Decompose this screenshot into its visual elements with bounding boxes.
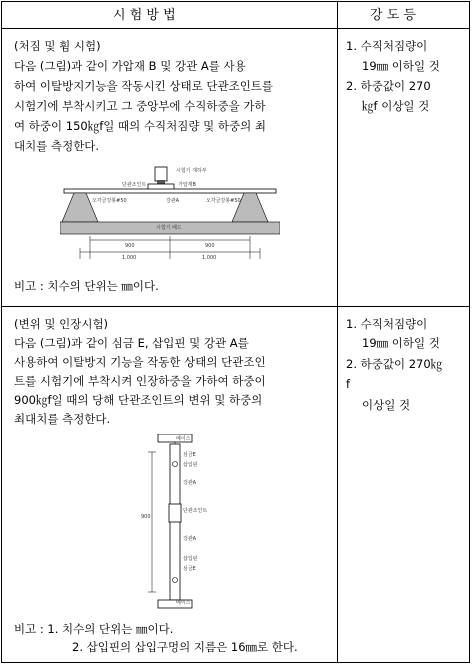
figure1-label-round-left: 오각금강봉#50 [92, 198, 127, 204]
figure2-label-pipe1: 강관A [183, 480, 197, 486]
section2-criterion: 1. 수직처짐량이 [346, 317, 428, 331]
figure2-label-pin2: 삽입핀 [183, 556, 198, 562]
section2-line: 다음 (그림)과 같이 심금 E, 삽입핀 및 강관 A를 [14, 336, 249, 350]
figure1-label-press: 가압재B [178, 182, 196, 188]
section2-criterion: 19㎜ 이하일 것 [362, 336, 440, 350]
figure2-label-core2: 심금E [183, 566, 196, 572]
section2-line: 900㎏f일 때의 당해 단관조인트의 변위 및 하중의 [14, 393, 263, 407]
figure1-dim-900-right: 900 [205, 243, 215, 249]
bending-test-figure [60, 164, 280, 264]
column-divider [337, 1, 338, 663]
section2-title: (변위 및 인장시험) [14, 317, 109, 331]
section2-criterion: 2. 하중값이 270㎏ [346, 357, 443, 371]
figure2-label-pin1: 삽입핀 [183, 462, 198, 468]
section2-line: 최대치를 측정한다. [14, 412, 111, 426]
section1-title: (처짐 및 휨 시험) [14, 39, 101, 53]
tensile-test-figure [140, 434, 210, 610]
section1-note: 비고 : 치수의 단위는 ㎜이다. [14, 279, 159, 293]
figure2-dim: 900 [141, 514, 151, 520]
figure2-label-pipe2: 강관A [183, 536, 197, 542]
section2-criterion: f [346, 377, 351, 391]
figure1-label-round-right: 오각금강봉#50 [206, 198, 241, 204]
section1-line: 다음 (그림)과 같이 가압재 B 및 강관 A를 사용 [14, 59, 246, 73]
figure2-label-core1: 심금E [183, 452, 196, 458]
figure1-label-coupling: 단관조인트 [122, 182, 147, 188]
section2-line: 트를 시험기에 부착시켜 인장하중을 가하여 하중이 [14, 374, 266, 388]
header-strength: 강 도 등 [370, 8, 416, 23]
figure2-label-joint: 단관조인트 [183, 508, 208, 514]
section2-note1: 비고 : 1. 치수의 단위는 ㎜이다. [14, 622, 174, 636]
section1-criterion: 19㎜ 이하일 것 [362, 59, 440, 73]
section1-criterion: ㎏f 이상일 것 [362, 99, 430, 113]
section1-criterion: 1. 수직처짐량이 [346, 39, 428, 53]
header-divider [1, 28, 470, 29]
figure1-dim-1000-left: 1,000 [122, 255, 137, 261]
figure1-label-loader: 시험기 재하부 [176, 168, 207, 174]
section1-line: 하여 이탈방지기능을 작동시킨 상태로 단관조인트를 [14, 79, 274, 93]
row-divider [1, 306, 470, 307]
figure2-label-top: 베이스 [176, 436, 191, 442]
figure1-label-bed: 시험기 베드 [156, 225, 182, 231]
figure1-label-pipe: 강관A [166, 198, 180, 204]
figure2-label-bottom: 베이스 [176, 600, 191, 606]
section1-line: 여 하중이 150㎏f일 때의 수직처짐량 및 하중의 최 [14, 119, 266, 133]
section2-note2: 2. 삽입핀의 삽입구멍의 지름은 16㎜로 한다. [72, 640, 298, 654]
section1-line: 대치를 측정한다. [14, 139, 100, 153]
section2-criterion: 이상일 것 [362, 398, 411, 412]
header-method: 시 험 방 법 [113, 8, 176, 23]
figure1-dim-1000-right: 1,000 [202, 255, 217, 261]
section1-criterion: 2. 하중값이 270 [346, 79, 431, 93]
figure1-dim-900-left: 900 [125, 243, 135, 249]
section2-line: 사용하여 이탈방지 기능을 작동한 상태의 단관조인 [14, 355, 266, 369]
section1-line: 시험기에 부착시키고 그 중앙부에 수직하중을 가하 [14, 99, 266, 113]
